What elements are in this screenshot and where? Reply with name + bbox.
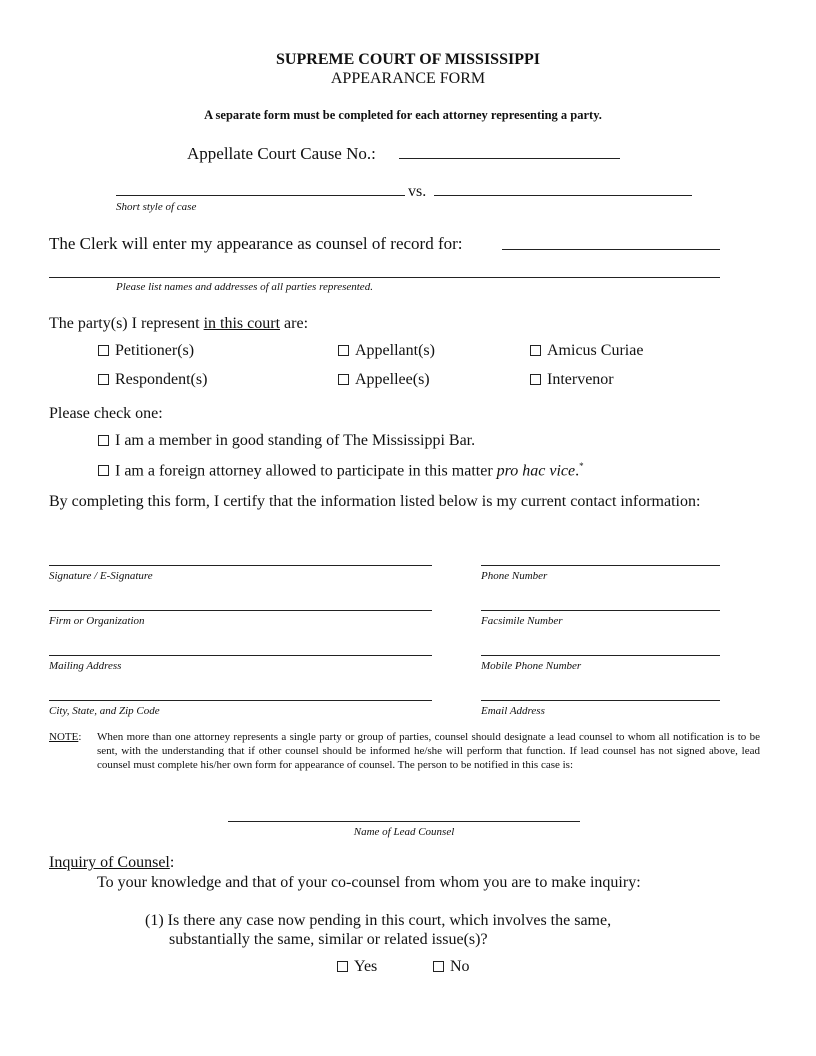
checkbox-box[interactable] xyxy=(98,345,109,356)
email-field[interactable] xyxy=(481,700,720,701)
inquiry-title xyxy=(49,854,174,872)
checkbox-box[interactable] xyxy=(337,961,348,972)
checkbox-label: Petitioner(s) xyxy=(115,342,195,359)
checkbox-box[interactable] xyxy=(98,374,109,385)
mailing-field[interactable] xyxy=(49,655,432,656)
checkbox-bar-member[interactable] xyxy=(98,432,475,450)
phone-caption: Phone Number xyxy=(481,570,548,582)
checkbox-box[interactable] xyxy=(530,374,541,385)
inquiry-title-text: Inquiry of Counsel xyxy=(49,854,170,871)
checkbox-label: Yes xyxy=(354,958,378,975)
parties-prefix: The party(s) I represent xyxy=(49,315,204,332)
note-label xyxy=(49,730,81,744)
lead-counsel-field[interactable] xyxy=(228,821,580,822)
checkbox-amicus[interactable] xyxy=(530,342,643,360)
mobile-caption: Mobile Phone Number xyxy=(481,660,582,672)
checkbox-appellee[interactable] xyxy=(338,371,430,389)
court-title: SUPREME COURT OF MISSISSIPPI xyxy=(276,51,540,68)
style-right-field[interactable] xyxy=(434,195,692,196)
firm-caption: Firm or Organization xyxy=(49,615,145,627)
city-caption: City, State, and Zip Code xyxy=(49,705,160,717)
phone-field[interactable] xyxy=(481,565,720,566)
checkbox-box[interactable] xyxy=(530,345,541,356)
checkbox-yes[interactable] xyxy=(337,958,377,976)
checkbox-appellant[interactable] xyxy=(338,342,435,360)
question-1-line-1: (1) Is there any case now pending in this court, which involves the same, xyxy=(145,912,612,929)
checkbox-box[interactable] xyxy=(98,435,109,446)
cause-number-field[interactable] xyxy=(399,158,620,159)
checkbox-box[interactable] xyxy=(338,374,349,385)
cause-number-label: Appellate Court Cause No.: xyxy=(187,144,376,163)
note-text: When more than one attorney represents a single party or group of parties, counsel should designate a lead counsel to whom all notification is to be sent, with the understanding that if other counsel should be informed he/she will perform that function. If lead counsel has not signed above, lead counsel must complete his/her own form for appearance of counsel. The person to be notified in this case is: xyxy=(97,731,760,771)
checkbox-label: Appellant(s) xyxy=(355,342,435,359)
signature-caption: Signature / E-Signature xyxy=(49,570,153,582)
check-one-label: Please check one: xyxy=(49,405,163,422)
style-left-field[interactable] xyxy=(116,195,405,196)
checkbox-no[interactable] xyxy=(433,958,470,976)
form-title: APPEARANCE FORM xyxy=(330,70,486,87)
checkbox-label: Amicus Curiae xyxy=(547,342,644,359)
email-caption: Email Address xyxy=(481,705,545,717)
note-label-text: NOTE xyxy=(49,731,79,743)
style-caption: Short style of case xyxy=(116,201,197,213)
appearance-field-1[interactable] xyxy=(502,249,720,250)
checkbox-label: No xyxy=(450,958,470,975)
firm-field[interactable] xyxy=(49,610,432,611)
checkbox-label: Respondent(s) xyxy=(115,371,208,388)
checkbox-box[interactable] xyxy=(433,961,444,972)
checkbox-intervenor[interactable] xyxy=(530,371,614,389)
checkbox-respondent[interactable] xyxy=(98,371,207,389)
certify-text: By completing this form, I certify that the information listed below is my current contact information: xyxy=(49,493,701,510)
pro-hac-vice-text: pro hac vice xyxy=(496,462,576,480)
inquiry-intro: To your knowledge and that of your co-counsel from whom you are to make inquiry: xyxy=(97,874,641,891)
city-field[interactable] xyxy=(49,700,432,701)
checkbox-label: I am a foreign attorney allowed to participate in this matter xyxy=(115,462,497,480)
checkbox-label: Intervenor xyxy=(547,371,614,388)
parties-underlined: in this court xyxy=(203,315,281,332)
mailing-caption: Mailing Address xyxy=(49,660,122,672)
lead-counsel-caption: Name of Lead Counsel xyxy=(353,826,455,838)
appearance-caption: Please list names and addresses of all parties represented. xyxy=(116,281,373,293)
parties-label xyxy=(49,315,308,333)
checkbox-box[interactable] xyxy=(338,345,349,356)
question-1-line-2: substantially the same, similar or related issue(s)? xyxy=(169,931,488,948)
vs-label: vs. xyxy=(408,183,427,200)
mobile-field[interactable] xyxy=(481,655,720,656)
fax-field[interactable] xyxy=(481,610,720,611)
checkbox-label: Appellee(s) xyxy=(355,371,430,388)
footnote-mark: * xyxy=(579,461,584,471)
note-label-colon: : xyxy=(78,731,82,743)
appearance-label: The Clerk will enter my appearance as counsel of record for: xyxy=(49,234,463,253)
inquiry-title-colon: : xyxy=(169,854,175,871)
instruction-text: A separate form must be completed for each attorney representing a party. xyxy=(204,108,602,122)
signature-field[interactable] xyxy=(49,565,432,566)
checkbox-petitioner[interactable] xyxy=(98,342,194,360)
checkbox-pro-hac-vice[interactable] xyxy=(98,461,584,480)
note-block xyxy=(49,730,760,772)
checkbox-label: I am a member in good standing of The Mississippi Bar. xyxy=(115,432,476,449)
appearance-field-2[interactable] xyxy=(49,277,720,278)
pro-hac-vice-period: . xyxy=(575,462,580,480)
fax-caption: Facsimile Number xyxy=(481,615,563,627)
checkbox-box[interactable] xyxy=(98,465,109,476)
parties-suffix: are: xyxy=(280,315,309,332)
